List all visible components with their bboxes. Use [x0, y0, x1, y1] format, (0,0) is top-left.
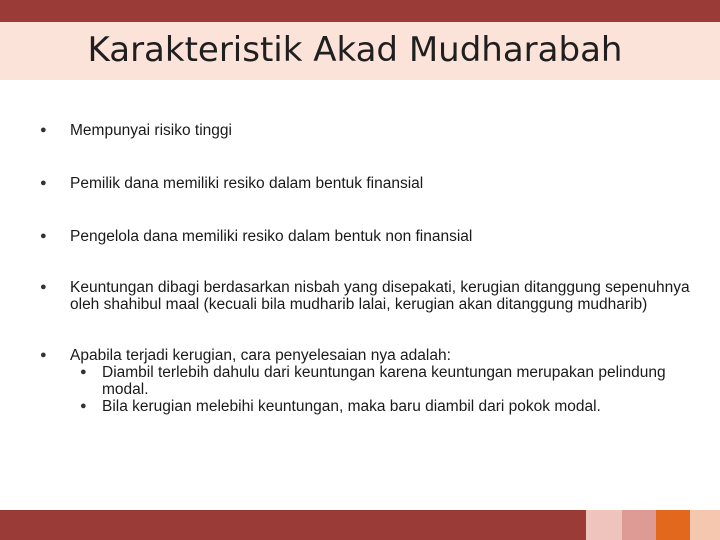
- list-item-text: Keuntungan dibagi berdasarkan nisbah yang disepakati, kerugian ditanggung sepenuhnya oleh shahibul maal (kecuali bila mudharib lalai, kerugian akan ditanggung mudharib): [70, 279, 690, 313]
- bullet-dot-icon: ●: [40, 124, 47, 136]
- bottom-band-segment: [622, 510, 656, 540]
- list-item-text: Pemilik dana memiliki resiko dalam bentuk finansial: [70, 175, 424, 192]
- sub-list-item: [70, 398, 690, 415]
- bottom-band-segment: [586, 510, 622, 540]
- top-accent-band: [0, 0, 720, 22]
- bottom-accent-band: [0, 510, 720, 540]
- bullet-dot-icon: ●: [80, 400, 87, 412]
- sub-list-item-text: Bila kerugian melebihi keuntungan, maka baru diambil dari pokok modal.: [102, 398, 601, 415]
- sub-list-item: [70, 364, 690, 398]
- list-item-text: Apabila terjadi kerugian, cara penyelesaian nya adalah:: [70, 347, 451, 364]
- slide-title: Karakteristik Akad Mudharabah: [87, 30, 623, 70]
- sub-list-item-text: Diambil terlebih dahulu dari keuntungan karena keuntungan merupakan pelindung modal.: [102, 364, 666, 398]
- list-item-text: Mempunyai risiko tinggi: [70, 122, 232, 139]
- bullet-dot-icon: ●: [80, 366, 87, 378]
- bottom-band-segment: [0, 510, 586, 540]
- bullet-dot-icon: ●: [40, 177, 47, 189]
- list-item: [40, 347, 690, 415]
- list-item: [40, 279, 690, 313]
- bottom-band-segment: [690, 510, 720, 540]
- bullet-list: [40, 122, 690, 415]
- bottom-band-segment: [656, 510, 690, 540]
- bullet-dot-icon: ●: [40, 281, 47, 293]
- list-item-text: Pengelola dana memiliki resiko dalam bentuk non finansial: [70, 228, 473, 245]
- list-item: [40, 175, 690, 192]
- list-item: [40, 122, 690, 139]
- bullet-dot-icon: ●: [40, 230, 47, 242]
- bullet-dot-icon: ●: [40, 349, 47, 361]
- list-item: [40, 228, 690, 245]
